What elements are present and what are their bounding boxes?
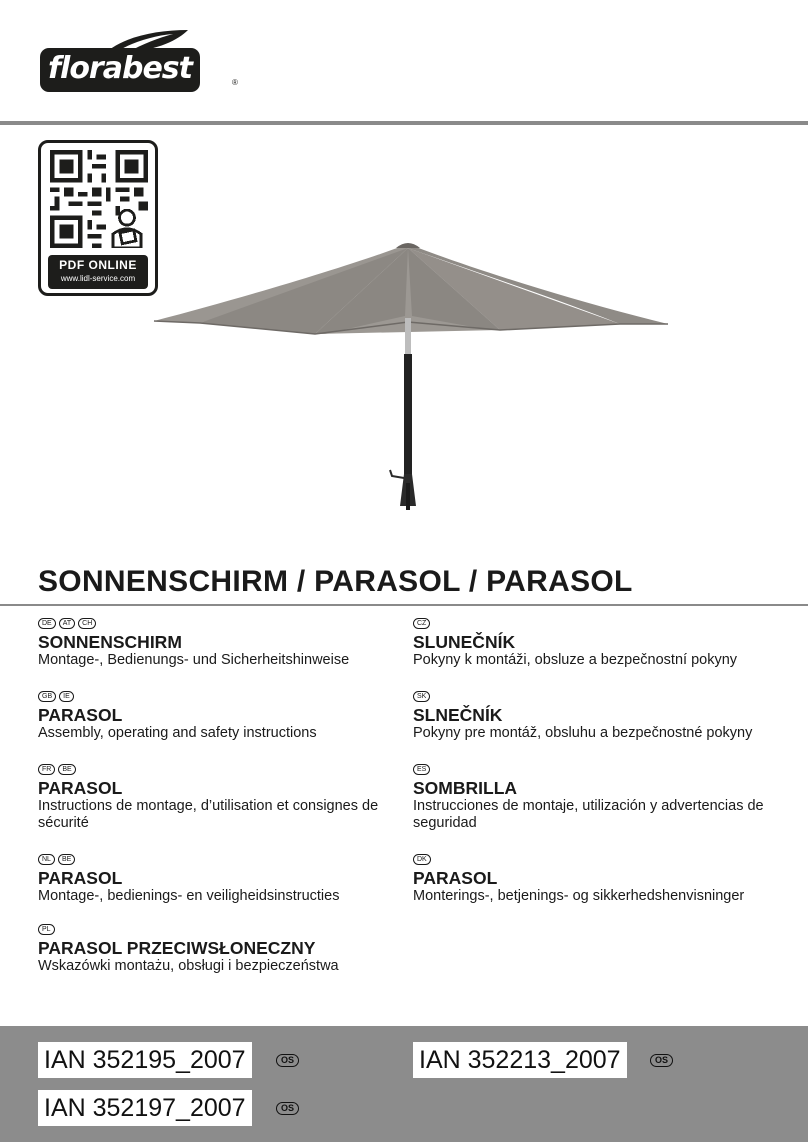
flag-badge: FR (38, 764, 55, 775)
entry-title: SONNENSCHIRM (38, 632, 182, 652)
country-flags (413, 854, 788, 866)
country-flags (38, 764, 398, 776)
brand-name: florabest (47, 51, 192, 86)
lidl-service-url: www.lidl-service.com (60, 274, 136, 283)
entry-title: PARASOL PRZECIWSŁONECZNY (38, 938, 316, 958)
entry-gb (38, 691, 398, 742)
flag-badge: GB (38, 691, 56, 702)
ian-footer (0, 1026, 808, 1142)
pdf-online-text: PDF ONLINE (59, 258, 137, 272)
entry-nl (38, 854, 398, 905)
pdf-online-label (48, 255, 148, 289)
registered-mark: ® (232, 78, 238, 87)
entry-title: PARASOL (38, 778, 123, 798)
country-flags (38, 691, 398, 703)
entry-subtitle: Pokyny k montáži, obsluze a bezpečnostní pokyny (413, 652, 738, 668)
os-badge: OS (650, 1054, 673, 1067)
entry-title: PARASOL (413, 868, 498, 888)
qr-code-icon (50, 150, 148, 248)
flag-badge: IE (59, 691, 74, 702)
flag-badge: DE (38, 618, 56, 629)
flag-badge: DK (413, 854, 431, 865)
parasol-illustration (150, 238, 672, 510)
entry-subtitle: Instrucciones de montaje, utilización y advertencias de seguridad (413, 798, 764, 831)
ian-code: IAN 352197_2007 (38, 1090, 252, 1126)
entry-subtitle: Montage-, bedienings- en veiligheidsinstructies (38, 888, 340, 904)
entry-title: SLNEČNÍK (413, 705, 503, 725)
florabest-logo (40, 28, 238, 92)
entry-title: SLUNEČNÍK (413, 632, 516, 652)
entry-dk (413, 854, 788, 905)
entry-de (38, 618, 398, 669)
country-flags (38, 924, 418, 936)
title-divider (0, 604, 808, 606)
entry-subtitle: Wskazówki montażu, obsługi i bezpieczeństwa (38, 958, 339, 974)
entry-subtitle: Monterings-, betjenings- og sikkerhedshenvisninger (413, 888, 745, 904)
os-badge: OS (276, 1054, 299, 1067)
page-title: SONNENSCHIRM / PARASOL / PARASOL (38, 565, 633, 598)
qr-code-block[interactable] (38, 140, 158, 296)
entry-subtitle: Instructions de montage, d’utilisation et consignes de sécurité (38, 798, 379, 831)
entry-subtitle: Pokyny pre montáž, obsluhu a bezpečnostné pokyny (413, 725, 753, 741)
flag-badge: PL (38, 924, 55, 935)
flag-badge: BE (58, 854, 75, 865)
country-flags (38, 618, 398, 630)
flag-badge: CH (78, 618, 96, 629)
os-badge: OS (276, 1102, 299, 1115)
country-flags (413, 691, 788, 703)
country-flags (413, 618, 788, 630)
country-flags (38, 854, 398, 866)
entry-cz (413, 618, 788, 669)
flag-badge: AT (59, 618, 75, 629)
ian-code: IAN 352195_2007 (38, 1042, 252, 1078)
ian-code: IAN 352213_2007 (413, 1042, 627, 1078)
flag-badge: ES (413, 764, 430, 775)
entry-sk (413, 691, 788, 742)
entry-title: PARASOL (38, 868, 123, 888)
flag-badge: CZ (413, 618, 430, 629)
entry-title: PARASOL (38, 705, 123, 725)
entry-subtitle: Assembly, operating and safety instructions (38, 725, 317, 741)
flag-badge: SK (413, 691, 430, 702)
country-flags (413, 764, 773, 776)
entry-subtitle: Montage-, Bedienungs- und Sicherheitshinweise (38, 652, 350, 668)
top-divider (0, 121, 808, 125)
flag-badge: BE (58, 764, 75, 775)
flag-badge: NL (38, 854, 55, 865)
entry-pl (38, 924, 418, 975)
entry-es (413, 764, 773, 832)
entry-title: SOMBRILLA (413, 778, 518, 798)
entry-fr (38, 764, 398, 832)
